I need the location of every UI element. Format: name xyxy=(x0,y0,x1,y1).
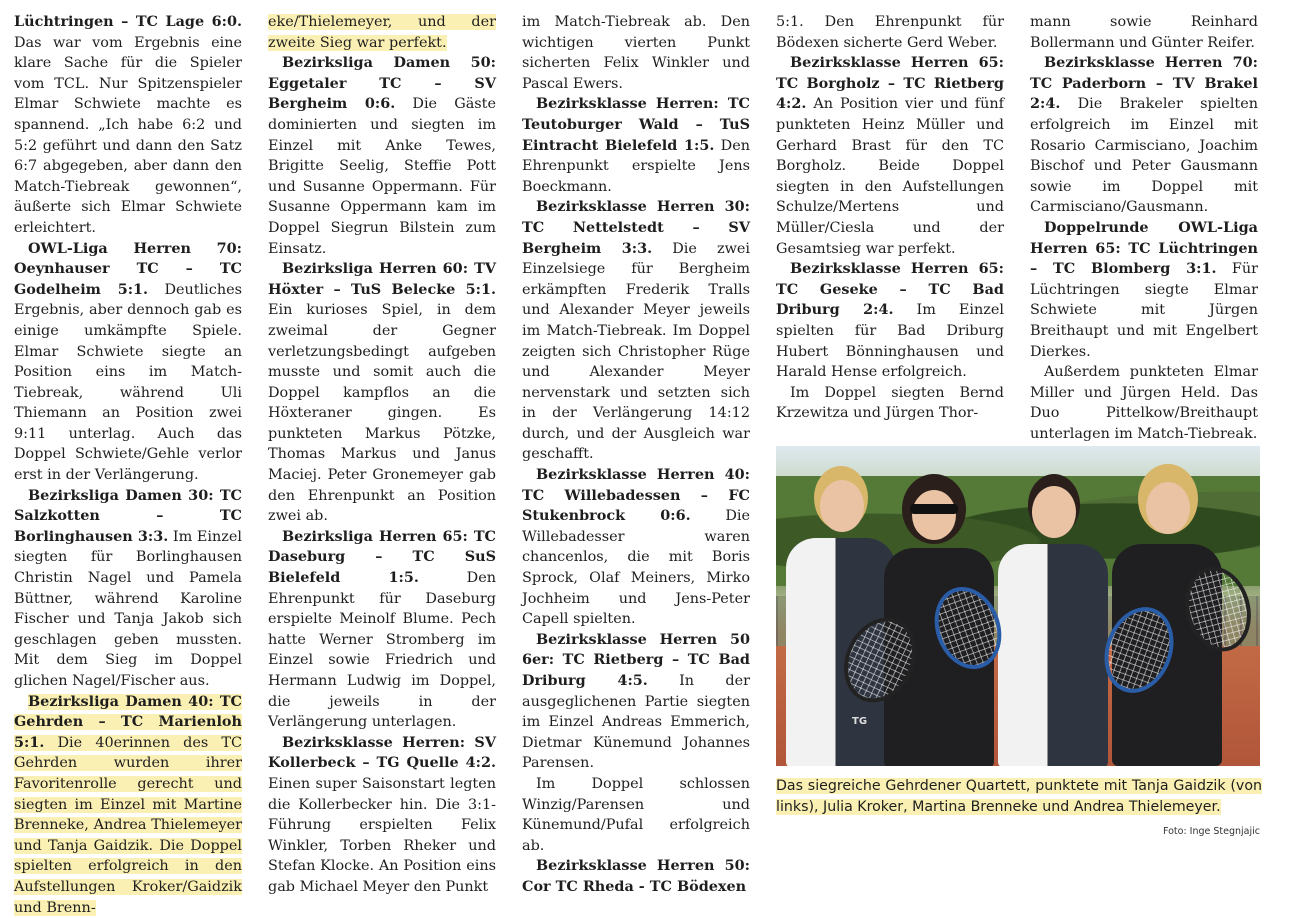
match-report-text: Außerdem punkteten Elmar Miller und Jürgen Held. Das Duo Pittelkow/Breithaupt unterlagen im Match-Tiebreak. xyxy=(1030,364,1258,442)
match-report-text: Deutliches Ergebnis, aber dennoch gab es einige umkämpfte Spiele. Elmar Schwiete siegte an Position eins im Match-Tiebreak, während Uli Thiemann an Position zwei 9:11 unterlag. Auch das Doppel Schwiete/Gehle verlor erst in der Verlängerung. xyxy=(14,281,242,484)
match-report-text: Im Einzel siegten für Borlinghausen Christin Nagel und Pamela Büttner, während Karoline Fischer und Tanja Jakob sich geschlagen geben mussten. Mit dem Sieg im Doppel glichen Nagel/Fischer aus. xyxy=(14,528,242,689)
article-paragraph xyxy=(268,527,496,733)
team-photo xyxy=(776,446,1260,766)
article-column-5 xyxy=(1030,12,1258,444)
article-paragraph xyxy=(268,53,496,259)
article-paragraph xyxy=(522,856,750,897)
match-report-text: Die Gäste dominierten und siegten im Einzel mit Anke Tewes, Brigitte Seelig, Steffie Pott und Susanne Oppermann. Für Susanne Oppermann kam im Doppel Siegrun Bilstein zum Einsatz. xyxy=(268,96,496,257)
photo-credit: Foto: Inge Stegnjajic xyxy=(1162,826,1260,837)
article-paragraph xyxy=(1030,53,1258,218)
match-report-text: 5:1. Den Ehrenpunkt für Bödexen sicherte Gerd Weber. xyxy=(776,14,1004,51)
match-heading: Bezirksliga Herren 65: TC Daseburg – TC SuS Bielefeld 1:5. xyxy=(268,527,496,587)
shirt-label: TG xyxy=(852,716,868,727)
article-paragraph xyxy=(14,692,242,918)
match-heading: Bezirksklasse Herren 65: TC Borgholz – TC Rietberg 4:2. xyxy=(776,54,1004,113)
match-heading: Bezirksklasse Herren 30: TC Nettelstedt – SV Bergheim 3:3. xyxy=(522,198,750,257)
article-paragraph xyxy=(522,12,750,94)
match-heading: Bezirksklasse Herren 50 6er: TC Rietberg – TC Bad Driburg 4:5. xyxy=(522,630,750,689)
article-column-1 xyxy=(14,12,242,918)
match-report-text: Im Doppel siegten Bernd Krzewitza und Jürgen Thor- xyxy=(776,384,1004,422)
match-heading: Lüchtringen – TC Lage 6:0. xyxy=(14,13,242,30)
match-report-text: Die 40erinnen des TC Gehrden wurden ihrer Favoritenrolle gerecht und siegten im Einzel mit Martine Brenneke, Andrea Thielemeyer und Tanja Gaidzik. Die Doppel spielten erfolgreich in den Aufstellungen Kroker/Gaidzik und Brenn- xyxy=(14,734,242,916)
article-paragraph xyxy=(522,774,750,856)
article-column-2 xyxy=(268,12,496,898)
match-report-text: Die zwei Einzelsiege für Bergheim erkämpften Frederik Tralls und Alexander Meyer jeweils im Match-Tiebreak. Im Doppel zeigten sich Christopher Rüge und Alexander Meyer nervenstark und setzten sich in der Verlängerung 14:12 durch, und der Ausgleich war geschafft. xyxy=(522,240,751,463)
article-paragraph xyxy=(776,53,1004,259)
match-heading: Bezirksklasse Herren: SV Kollerbeck – TG Quelle 4:2. xyxy=(268,733,496,772)
match-report-text: eke/Thielemeyer, und der zweite Sieg war perfekt. xyxy=(268,14,496,51)
article-paragraph xyxy=(522,94,750,197)
article-paragraph xyxy=(268,259,496,527)
article-paragraph xyxy=(14,486,242,692)
match-heading: Bezirksliga Damen 30: TC Salzkotten – TC Borlinghausen 3:3. xyxy=(14,486,242,545)
match-heading: Bezirksklasse Herren: TC Teutoburger Wald – TuS Eintracht Bielefeld 1:5. xyxy=(522,95,750,154)
match-report-text: Ein kurioses Spiel, in dem zweimal der Gegner verletzungsbedingt aufgeben musste und somit auch die Doppel kampflos an die Höxteraner gingen. Es punkteten Markus Pötzke, Thomas Markus und Janus Maciej. Peter Gronemeyer gab den Ehrenpunkt an Position zwei ab. xyxy=(268,302,496,525)
article-paragraph xyxy=(522,630,750,774)
match-report-text: Die Brakeler spielten erfolgreich im Einzel mit Rosario Carmisciano, Joachim Bischof und Peter Gausmann sowie im Doppel mit Carmisciano/Gausmann. xyxy=(1030,96,1258,216)
article-paragraph xyxy=(1030,12,1258,53)
article-paragraph xyxy=(268,12,496,53)
article-paragraph xyxy=(522,197,750,465)
match-heading: Bezirksliga Damen 40: TC Gehrden – TC Marienloh 5:1. xyxy=(14,692,242,751)
match-report-text: Das war vom Ergebnis eine klare Sache für die Spieler vom TCL. Nur Spitzenspieler Elmar Schwiete machte es spannend. „Ich habe 6:2 und 5:2 geführt und dann den Satz 6:7 abgegeben, aber dann den Match-Tiebreak gewonnen“, äußerte sich Elmar Schwiete erleichtert. xyxy=(14,34,242,236)
article-paragraph xyxy=(1030,218,1258,362)
article-paragraph xyxy=(1030,362,1258,444)
match-report-text: Für Lüchtringen siegte Elmar Schwiete mit Jürgen Breithaupt und mit Engelbert Dierkes. xyxy=(1030,261,1258,360)
match-report-text: An Position vier und fünf punkteten Heinz Müller und Gerhard Brast für den TC Borgholz. Beide Doppel siegten in den Aufstellungen Schulze/Mertens und Müller/Ciesla und der Gesamtsieg war perfekt. xyxy=(776,96,1004,257)
match-report-text: Einen super Saisonstart legten die Kollerbecker hin. Die 3:1-Führung erspielten Felix Winkler, Torben Rheker und Stefan Klocke. An Position eins gab Michael Meyer den Punkt xyxy=(268,775,496,895)
match-heading: Bezirksklasse Herren 40: TC Willebadessen – FC Stukenbrock 0:6. xyxy=(522,466,750,525)
article-paragraph xyxy=(776,12,1004,53)
player-1 xyxy=(786,466,896,766)
match-report-text: Den Ehrenpunkt für Daseburg erspielte Meinolf Blume. Pech hatte Werner Stromberg im Einzel sowie Friedrich und Hermann Ludwig im Doppel, die jeweils in der Verlängerung unterlagen. xyxy=(268,570,496,731)
match-heading: Bezirksliga Herren 60: TV Höxter – TuS Belecke 5:1. xyxy=(268,260,496,298)
match-report-text: Im Doppel schlossen Winzig/Parensen und Künemund/Pufal erfolgreich ab. xyxy=(522,775,750,854)
article-paragraph xyxy=(268,733,496,898)
player-3 xyxy=(998,474,1108,766)
match-report-text: Im Einzel spielten für Bad Driburg Hubert Bönninghausen und Harald Hense erfolgreich. xyxy=(776,302,1004,381)
article-paragraph xyxy=(14,12,242,239)
article-paragraph xyxy=(776,383,1004,424)
article-paragraph xyxy=(14,239,242,486)
photo-caption xyxy=(776,776,1262,817)
article-column-4 xyxy=(776,12,1004,424)
match-report-text: In der ausgeglichenen Partie siegten im Einzel Andreas Emmerich, Dietmar Künemund Johannes Parensen. xyxy=(522,673,750,772)
match-report-text: im Match-Tiebreak ab. Den wichtigen vierten Punkt sicherten Felix Winkler und Pascal Ewers. xyxy=(522,14,750,92)
match-heading: Bezirksklasse Herren 65: TC Geseke – TC Bad Driburg 2:4. xyxy=(776,260,1004,319)
match-heading: Bezirksklasse Herren 50: Cor TC Rheda - TC Bödexen xyxy=(522,857,750,895)
match-heading: Bezirksliga Damen 50: Eggetaler TC – SV Bergheim 0:6. xyxy=(268,54,496,113)
match-heading: Doppelrunde OWL-Liga Herren 65: TC Lüchtringen – TC Blomberg 3:1. xyxy=(1030,218,1258,278)
article-column-3 xyxy=(522,12,750,898)
article-paragraph xyxy=(776,259,1004,383)
match-report-text: Die Willebadesser waren chancenlos, die mit Boris Sprock, Olaf Meiners, Mirko Jochheim und Jens-Peter Capell spielten. xyxy=(522,508,750,628)
photo-caption-text: Das siegreiche Gehrdener Quartett, punktete mit Tanja Gaidzik (von links), Julia Kroker, Martina Brenneke und Andrea Thielemeyer. xyxy=(776,778,1262,815)
match-heading: Bezirksklasse Herren 70: TC Paderborn – TV Brakel 2:4. xyxy=(1030,54,1258,113)
match-heading: OWL-Liga Herren 70: Oeynhauser TC – TC Godelheim 5:1. xyxy=(14,239,242,298)
article-paragraph xyxy=(522,465,750,630)
match-report-text: mann sowie Reinhard Bollermann und Günter Reifer. xyxy=(1030,14,1258,51)
match-report-text: Den Ehrenpunkt erspielte Jens Boeckmann. xyxy=(522,137,750,195)
